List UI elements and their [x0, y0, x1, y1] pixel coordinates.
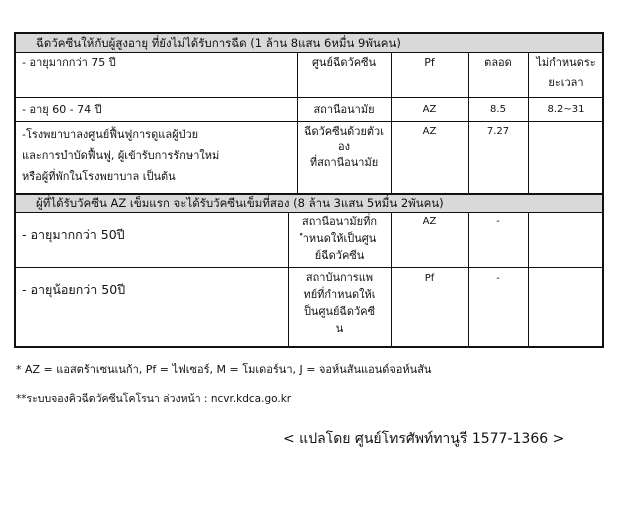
age-under-50-label: - อายุน้อยกว่า 50ปี [22, 282, 126, 297]
translation-credit: < แปลโดย ศูนย์โทรศัพท์ทานูรี 1577-1366 > [283, 431, 565, 447]
vaccination-table [14, 32, 604, 348]
start-date: 8.5 [490, 104, 506, 115]
row-divider [16, 212, 602, 213]
vaccine-type: AZ [422, 216, 437, 227]
section1-title: ฉีดวัคซีนให้กับผู้สูงอายุ ที่ยังไม่ได้รับการฉีด (1 ล้าน 8แสน 6หมื่น 9พันคน) [36, 36, 401, 50]
header-age-75: - อายุมากกว่า 75 ปี [22, 56, 116, 69]
header-throughout: ตลอด [484, 56, 512, 69]
reservation-system-note: **ระบบจองคิวฉีดวัคซีนโคโรนา ล่วงหน้า : ncvr.kdca.go.kr [16, 393, 292, 405]
hospital-group-line: และการบำบัดฟื้นฟู, ผู้เข้ารับการรักษาใหม่ [22, 149, 220, 162]
header-vaccination-center: ศูนย์ฉีดวัคซีน [311, 56, 377, 69]
row-divider [16, 193, 602, 195]
designated-institution-line: สถาบันการแพ [305, 271, 374, 284]
start-date: 7.27 [486, 126, 510, 137]
self-vaccination-line: ที่สถานีอนามัย [309, 156, 379, 169]
row-divider [16, 52, 602, 53]
period: 8.2~31 [547, 104, 585, 115]
designated-institution-line: ป็นศูนย์ฉีดวัคซี [303, 305, 376, 318]
designated-station-line: สถานีอนามัยที่ก [302, 215, 377, 228]
row-divider [16, 97, 602, 98]
vaccine-type: Pf [424, 273, 435, 284]
health-station-label: สถานีอนามัย [313, 103, 375, 116]
row-divider [16, 267, 602, 268]
start-date: - [496, 216, 500, 227]
section2-title: ผู้ที่ได้รับวัคซีน AZ เข็มแรก จะได้รับวัคซีนเข็มที่สอง (8 ล้าน 3แสน 5หมื่น 2พันคน) [36, 196, 444, 210]
designated-station-line: ำหนดให้เป็นศูน [302, 232, 377, 245]
self-vaccination-line: ฉีดวัคซีนด้วยตัวเ [303, 125, 384, 138]
designated-institution-line: น [335, 322, 344, 335]
hospital-group-line: -โรงพยาบาลงศูนย์ฟื้นฟูการดูแลผู้ป่วย [22, 128, 199, 141]
age-60-74-label: - อายุ 60 - 74 ปี [22, 103, 102, 116]
designated-institution-line: ทย์ที่กำหนดให้เ [303, 288, 376, 301]
age-over-50-label: - อายุมากกว่า 50ปี [22, 227, 125, 242]
vaccine-abbreviation-note: * AZ = แอสตร้าเซนเนก้า, Pf = ไฟเซอร์, M = โมเดอร์นา, J = จอห์นสันแอนด์จอห์นสัน [16, 363, 432, 376]
designated-station-line: ย์ฉีดวัคซีน [314, 249, 365, 262]
row-divider [16, 121, 602, 122]
header-pf: Pf [424, 56, 435, 69]
header-no-period-1: ไม่กำหนดระ [536, 56, 596, 69]
hospital-group-line: หรือผู้ที่พักในโรงพยาบาล เป็นต้น [22, 170, 176, 183]
self-vaccination-line: อง [338, 140, 350, 153]
col-divider [528, 212, 529, 348]
start-date: - [496, 273, 500, 284]
vaccine-type: AZ [422, 126, 437, 137]
header-no-period-2: ยะเวลา [548, 76, 584, 89]
col-divider [391, 52, 392, 193]
col-divider [468, 52, 469, 193]
col-divider [528, 52, 529, 193]
col-divider [297, 52, 298, 193]
vaccine-type: AZ [422, 104, 437, 115]
